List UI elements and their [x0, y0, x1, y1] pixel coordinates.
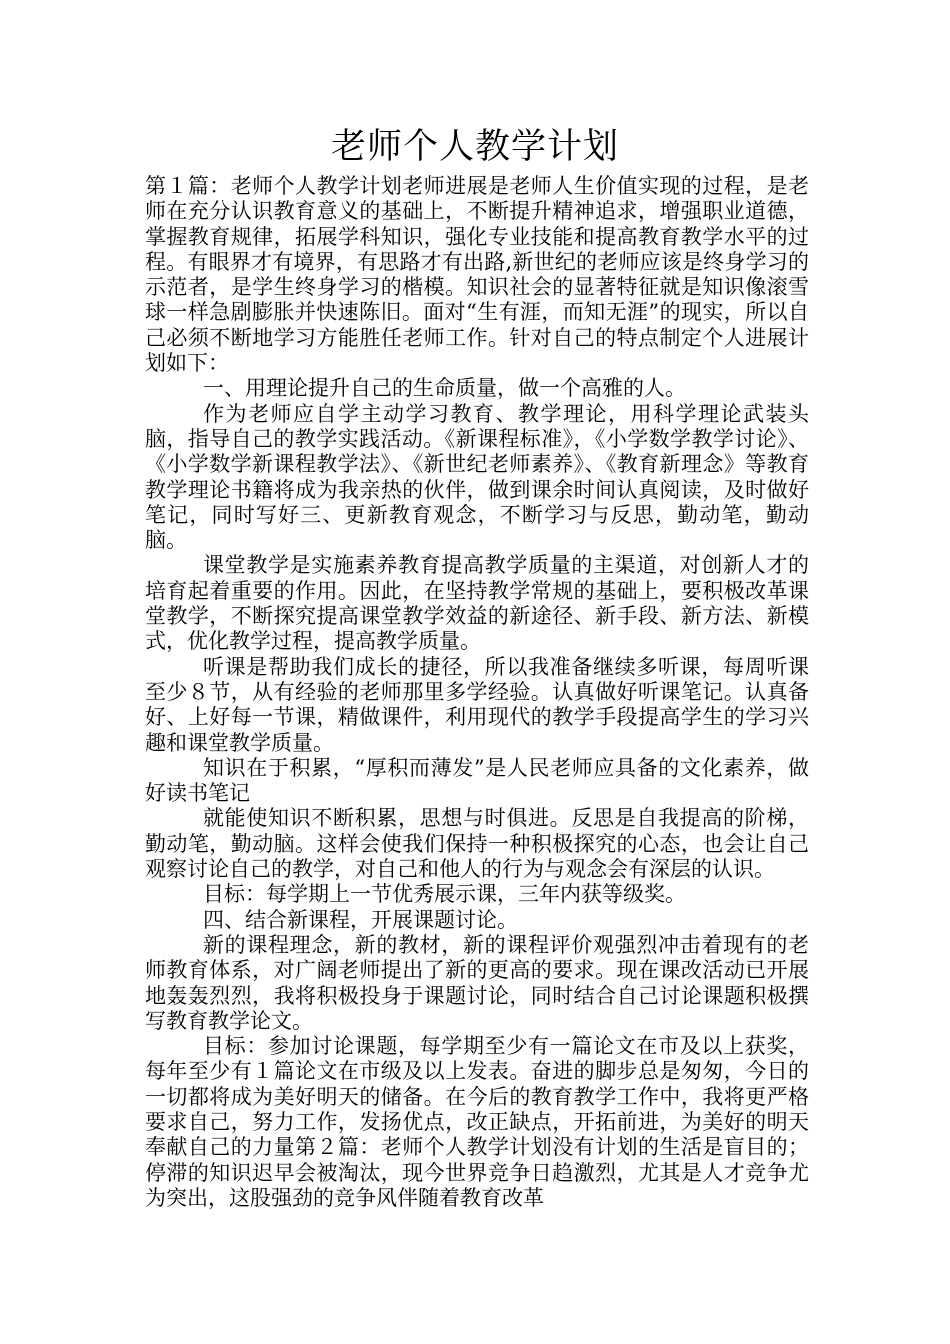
paragraph: 一、用理论提升自己的生命质量，做一个高雅的人。	[203, 376, 686, 401]
paragraph: 听课是帮助我们成长的捷径，所以我准备继续多听课，每周听课至少８节，从有经验的老师那里多学经验。认真做好听课笔记。认真备好、上好每一节课，精做课件，利用现代的教学手段提高学生的学习兴趣和课堂教学质量。	[145, 654, 809, 755]
paragraph: 课堂教学是实施素养教育提高教学质量的主渠道，对创新人才的培育起着重要的作用。因此，在坚持教学常规的基础上，要积极改革课堂教学，不断探究提高课堂教学效益的新途径、新手段、新方法、新模式，优化教学过程，提高教学质量。	[145, 553, 809, 654]
document-body	[145, 174, 809, 1211]
paragraph: 第１篇：老师个人教学计划老师进展是老师人生价值实现的过程，是老师在充分认识教育意义的基础上，不断提升精神追求，增强职业道德，掌握教育规律，拓展学科知识，强化专业技能和提高教育教学水平的过程。有眼界才有境界，有思路才有出路,新世纪的老师应该是终身学习的示范者，是学生终身学习的楷模。知识社会的显著特征就是知识像滚雪球一样急剧膨胀并快速陈旧。面对“生有涯，而知无涯”的现实，所以自己必须不断地学习方能胜任老师工作。针对自己的特点制定个人进展计划如下：	[145, 174, 809, 376]
paragraph: 目标：每学期上一节优秀展示课，三年内获等级奖。	[203, 882, 686, 907]
paragraph: 知识在于积累，“厚积而薄发”是人民老师应具备的文化素养，做好读书笔记	[145, 755, 809, 806]
paragraph: 新的课程理念，新的教材，新的课程评价观强烈冲击着现有的老师教育体系，对广阔老师提出了新的更高的要求。现在课改活动已开展地轰轰烈烈，我将积极投身于课题讨论，同时结合自己讨论课题积极撰写教育教学论文。	[145, 932, 809, 1033]
document-title: 老师个人教学计划	[330, 127, 619, 167]
paragraph: 作为老师应自学主动学习教育、教学理论，用科学理论武装头脑，指导自己的教学实践活动。《新课程标准》，《小学数学教学讨论》、《小学数学新课程教学法》、《新世纪老师素养》、《教育新理念》等教育教学理论书籍将成为我亲热的伙伴，做到课余时间认真阅读，及时做好笔记，同时写好三、更新教育观念，不断学习与反思，勤动笔，勤动脑。	[145, 401, 809, 553]
paragraph: 就能使知识不断积累，思想与时俱进。反思是自我提高的阶梯，勤动笔，勤动脑。这样会使我们保持一种积极探究的心态，也会让自己观察讨论自己的教学，对自己和他人的行为与观念会有深层的认识。	[145, 806, 809, 882]
paragraph: 目标：参加讨论课题，每学期至少有一篇论文在市及以上获奖，每年至少有１篇论文在市级及以上发表。奋进的脚步总是匆匆，今日的一切都将成为美好明天的储备。在今后的教育教学工作中，我将更严格要求自己，努力工作，发扬优点，改正缺点，开拓前进，为美好的明天奉献自己的力量第２篇：老师个人教学计划没有计划的生活是盲目的；停滞的知识迟早会被淘汰，现今世界竞争日趋激烈，尤其是人才竞争尤为突出，这股强劲的竞争风伴随着教育改革	[145, 1034, 809, 1210]
paragraph: 四、结合新课程，开展课题讨论。	[203, 907, 518, 932]
